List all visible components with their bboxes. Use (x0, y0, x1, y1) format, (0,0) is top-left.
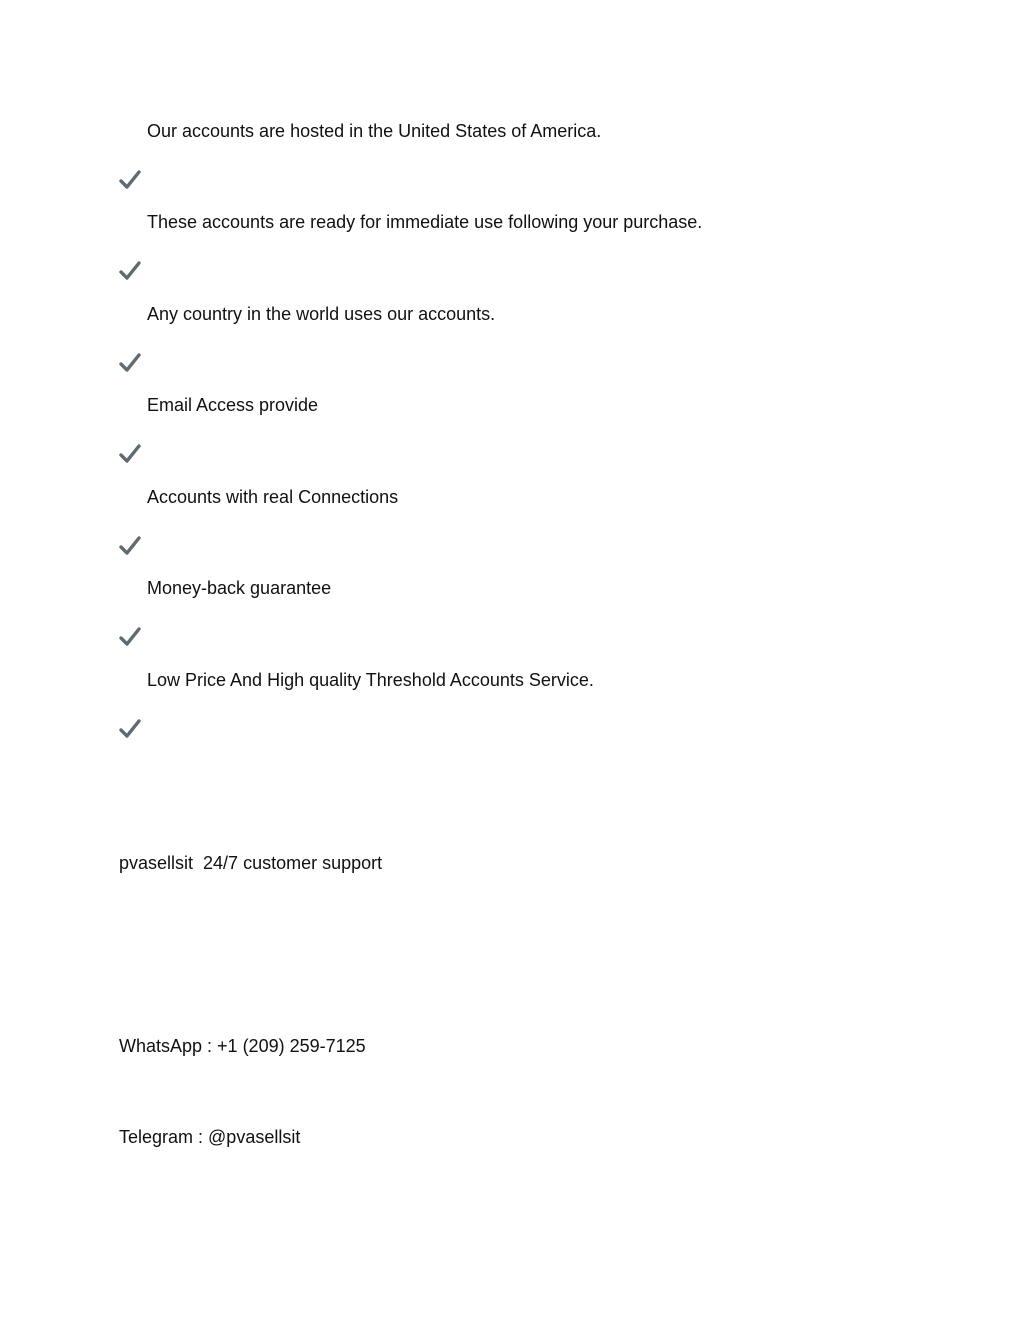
feature-item (119, 668, 594, 692)
feature-item (119, 485, 398, 509)
support-line: pvasellsit 24/7 customer support (119, 853, 383, 873)
check-mark-icon (119, 670, 141, 692)
feature-item (119, 393, 318, 417)
feature-text: Low Price And High quality Threshold Accounts Service. (147, 670, 594, 690)
check-mark-icon (119, 304, 141, 326)
check-mark-icon (119, 395, 141, 417)
feature-item (119, 576, 331, 600)
whatsapp-contact: WhatsApp : +1 (209) 259-7125 (119, 1036, 366, 1056)
check-mark-icon (119, 578, 141, 600)
feature-text: These accounts are ready for immediate use following your purchase. (147, 212, 703, 232)
feature-text: Money-back guarantee (147, 578, 332, 598)
telegram-contact: Telegram : @pvasellsit (119, 1127, 301, 1147)
check-mark-icon (119, 487, 141, 509)
check-mark-icon (119, 121, 141, 143)
feature-item (119, 302, 495, 326)
check-mark-icon (119, 212, 141, 234)
feature-text: Email Access provide (147, 395, 319, 415)
feature-item (119, 119, 601, 143)
feature-text: Accounts with real Connections (147, 487, 399, 507)
feature-item (119, 210, 702, 234)
feature-text: Our accounts are hosted in the United States of America. (147, 121, 602, 141)
feature-text: Any country in the world uses our accounts. (147, 304, 496, 324)
